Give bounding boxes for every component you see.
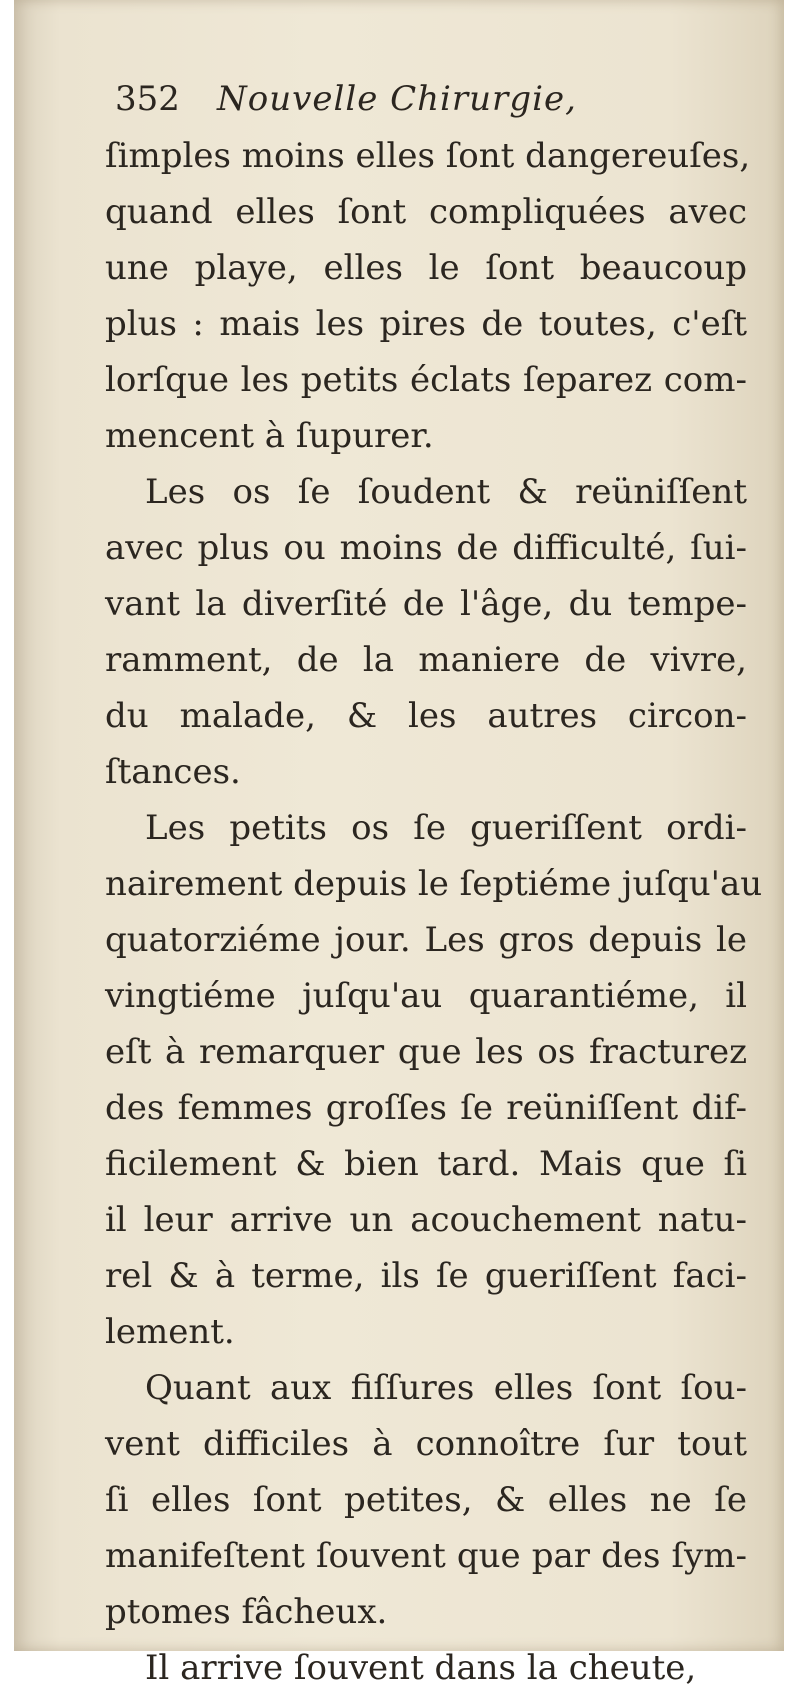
paragraph-1 <box>105 128 751 464</box>
running-title: Nouvelle Chirurgie, <box>217 79 577 119</box>
text-line: vent difficiles à connoître ſur tout <box>105 1424 747 1464</box>
text-line: Il arrive ſouvent dans la cheute, <box>145 1648 697 1688</box>
text-line: ſimples moins elles ſont dangereuſes, <box>105 136 751 176</box>
text-line: manifeſtent ſouvent que par des ſym- <box>105 1536 747 1576</box>
text-line: ſtances. <box>105 752 241 792</box>
text-line: ptomes fâcheux. <box>105 1592 388 1632</box>
text-line: des femmes groſſes ſe reüniſſent dif- <box>105 1088 747 1128</box>
page-number: 352 <box>115 79 180 119</box>
text-line: ſi elles ſont petites, & elles ne ſe <box>105 1480 747 1520</box>
text-line: Les petits os ſe gueriſſent ordi- <box>145 808 747 848</box>
paragraph-3 <box>105 800 763 1360</box>
text-line: ramment, de la maniere de vivre, <box>105 640 747 680</box>
page-header <box>105 70 747 128</box>
text-line: eſt à remarquer que les os fracturez <box>105 1032 747 1072</box>
text-line: quand elles ſont compliquées avec <box>105 192 747 232</box>
paragraph-4 <box>105 1360 747 1640</box>
text-line: Les os ſe ſoudent & reüniſſent <box>145 472 747 512</box>
paragraph-5 <box>105 1640 747 1696</box>
text-line: du malade, & les autres circon- <box>105 696 747 736</box>
paragraph-2 <box>105 464 747 800</box>
text-line: vingtiéme juſqu'au quarantiéme, il <box>105 976 747 1016</box>
text-line: lement. <box>105 1312 235 1352</box>
text-line: une playe, elles le ſont beaucoup <box>105 248 747 288</box>
text-line: nairement depuis le ſeptiéme juſqu'au <box>105 864 763 904</box>
text-line: quatorziéme jour. Les gros depuis le <box>105 920 747 960</box>
text-line: Quant aux fiſſures elles ſont ſou- <box>145 1368 747 1408</box>
text-line: il leur arrive un acouchement natu- <box>105 1200 747 1240</box>
text-line: lorſque les petits éclats ſeparez com- <box>105 360 747 400</box>
text-line: vant la diverſité de l'âge, du tempe- <box>105 584 747 624</box>
text-line: plus : mais les pires de toutes, c'eſt <box>105 304 747 344</box>
text-line: rel & à terme, ils ſe gueriſſent faci- <box>105 1256 747 1296</box>
page-text <box>105 70 763 1696</box>
text-line: avec plus ou moins de difficulté, ſui- <box>105 528 747 568</box>
text-line: mencent à ſupurer. <box>105 416 434 456</box>
text-line: ficilement & bien tard. Mais que ſi <box>105 1144 747 1184</box>
